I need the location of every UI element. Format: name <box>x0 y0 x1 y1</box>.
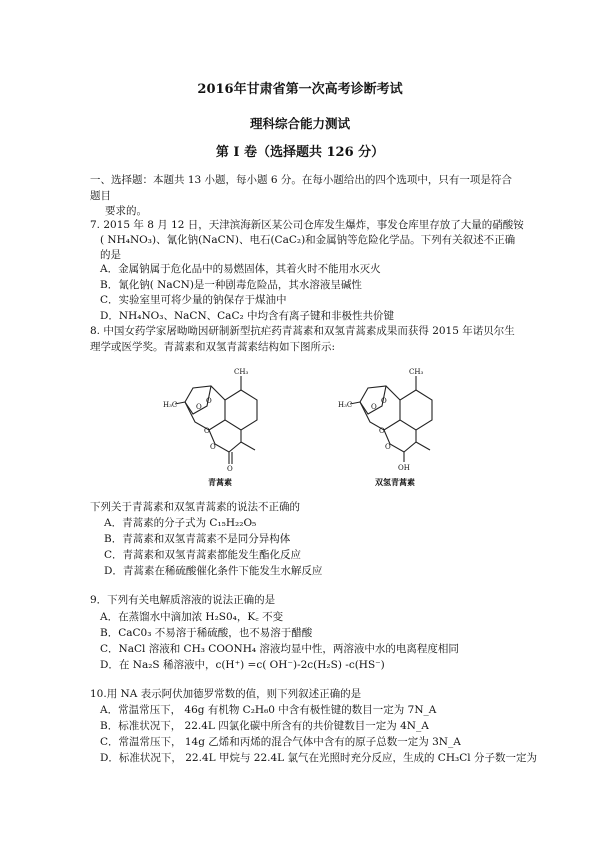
q7-option-a: A．金属钠属于危化品中的易燃固体，其着火时不能用水灭火 <box>100 263 381 275</box>
artemisinin-carbonyl-o: O <box>227 465 233 473</box>
artemisinin-peroxide-o2: O <box>206 397 212 405</box>
dihydroartemisinin-methyl-top: CH₃ <box>409 368 424 376</box>
artemisinin-label: 青蒿素 <box>208 477 232 487</box>
exam-title: 2016年甘肃省第一次高考诊断考试 <box>197 82 403 97</box>
dihydroartemisinin-hydroxyl: OH <box>398 464 410 472</box>
q8-stem-1: 8. 中国女药学家屠呦呦因研制新型抗疟药青蒿素和双氢青蒿素成果而获得 2015 年诺贝尔生 <box>90 325 515 337</box>
q7-stem-3: 的是 <box>100 249 121 261</box>
artemisinin-peroxide-o1: O <box>196 403 202 411</box>
q7-option-b: B．氰化钠( NaCN)是一种剧毒危险品，其水溶液呈碱性 <box>100 279 362 291</box>
q9-stem: 9．下列有关电解质溶液的说法正确的是 <box>90 594 276 606</box>
q8-option-d: D．青蒿素在稀硫酸催化条件下能发生水解反应 <box>104 565 323 577</box>
q8-prompt: 下列关于青蒿素和双氢青蒿素的说法不正确的 <box>90 501 300 513</box>
instructions-line-1: 一、选择题：本题共 13 小题，每小题 6 分。在每小题给出的四个选项中，只有一项是符合 <box>90 174 512 186</box>
q9-option-a: A．在蒸馏水中滴加浓 H₂S0₄，K꜀ 不变 <box>100 611 284 623</box>
artemisinin-methyl-left: H₃C <box>163 401 178 409</box>
q10-stem: 10.用 NA 表示阿伏加德罗常数的值，则下列叙述正确的是 <box>90 688 362 700</box>
exam-subtitle: 理科综合能力测试 <box>249 116 350 131</box>
dihydroartemisinin-ring-o: O <box>385 443 391 451</box>
q7-option-d: D．NH₄NO₃、NaCN、CaC₂ 中均含有离子键和非极性共价键 <box>100 310 395 322</box>
dihydroartemisinin-peroxide-o1: O <box>371 403 377 411</box>
q9-option-c: C．NaCl 溶液和 CH₃ COONH₄ 溶液均显中性，两溶液中水的电离程度相同 <box>100 643 459 655</box>
q7-option-c: C．实验室里可将少量的钠保存于煤油中 <box>100 294 287 306</box>
q10-option-b: B．标准状况下， 22.4L 四氯化碳中所含有的共价键数目一定为 4N_A <box>100 720 429 732</box>
artemisinin-methyl-top: CH₃ <box>234 368 249 376</box>
artemisinin-ring-o: O <box>210 443 216 451</box>
dihydroartemisinin-methyl-left: H₃C <box>338 401 353 409</box>
section-heading: 第 I 卷（选择题共 126 分） <box>215 145 385 160</box>
dihydroartemisinin-ether-o: O <box>379 427 385 435</box>
artemisinin-ether-o: O <box>204 427 210 435</box>
q10-option-a: A．常温常压下， 46g 有机物 C₂H₆0 中含有极性键的数目一定为 7N_A <box>100 704 437 716</box>
q8-option-a: A．青蒿素的分子式为 C₁₅H₂₂O₅ <box>104 517 257 529</box>
q8-option-b: B．青蒿素和双氢青蒿素不是同分异构体 <box>104 533 291 545</box>
instructions-line-3: 要求的。 <box>105 205 147 217</box>
q8-stem-2: 理学或医学奖。青蒿素和双氢青蒿素结构如下图所示: <box>90 341 336 353</box>
q9-option-b: B．CaC0₃ 不易溶于稀硫酸，也不易溶于醋酸 <box>100 627 313 639</box>
artemisinin-structure <box>155 360 285 490</box>
q7-stem-1: 7. 2015 年 8 月 12 日，天津滨海新区某公司仓库发生爆炸，事发仓库里存放了大量的硝酸铵 <box>90 219 524 231</box>
dihydroartemisinin-label: 双氢青蒿素 <box>375 477 415 487</box>
instructions-line-2: 题目 <box>90 190 111 202</box>
dihydroartemisinin-structure <box>330 360 460 490</box>
q10-option-d: D．标准状况下， 22.4L 甲烷与 22.4L 氯气在光照时充分反应，生成的 CH₃Cl 分子数一定为 <box>100 752 537 764</box>
dihydroartemisinin-peroxide-o2: O <box>381 397 387 405</box>
q10-option-c: C．常温常压下， 14g 乙烯和丙烯的混合气体中含有的原子总数一定为 3N_A <box>100 736 461 748</box>
q8-option-c: C．青蒿素和双氢青蒿素都能发生酯化反应 <box>104 549 302 561</box>
q9-option-d: D．在 Na₂S 稀溶液中，c(H⁺) =c( OH⁻)-2c(H₂S) -c(HS⁻) <box>100 659 385 671</box>
q7-stem-2: ( NH₄NO₃)、氰化钠(NaCN)、电石(CaC₂)和金属钠等危险化学品。下列有关叙述不正确 <box>100 234 516 246</box>
